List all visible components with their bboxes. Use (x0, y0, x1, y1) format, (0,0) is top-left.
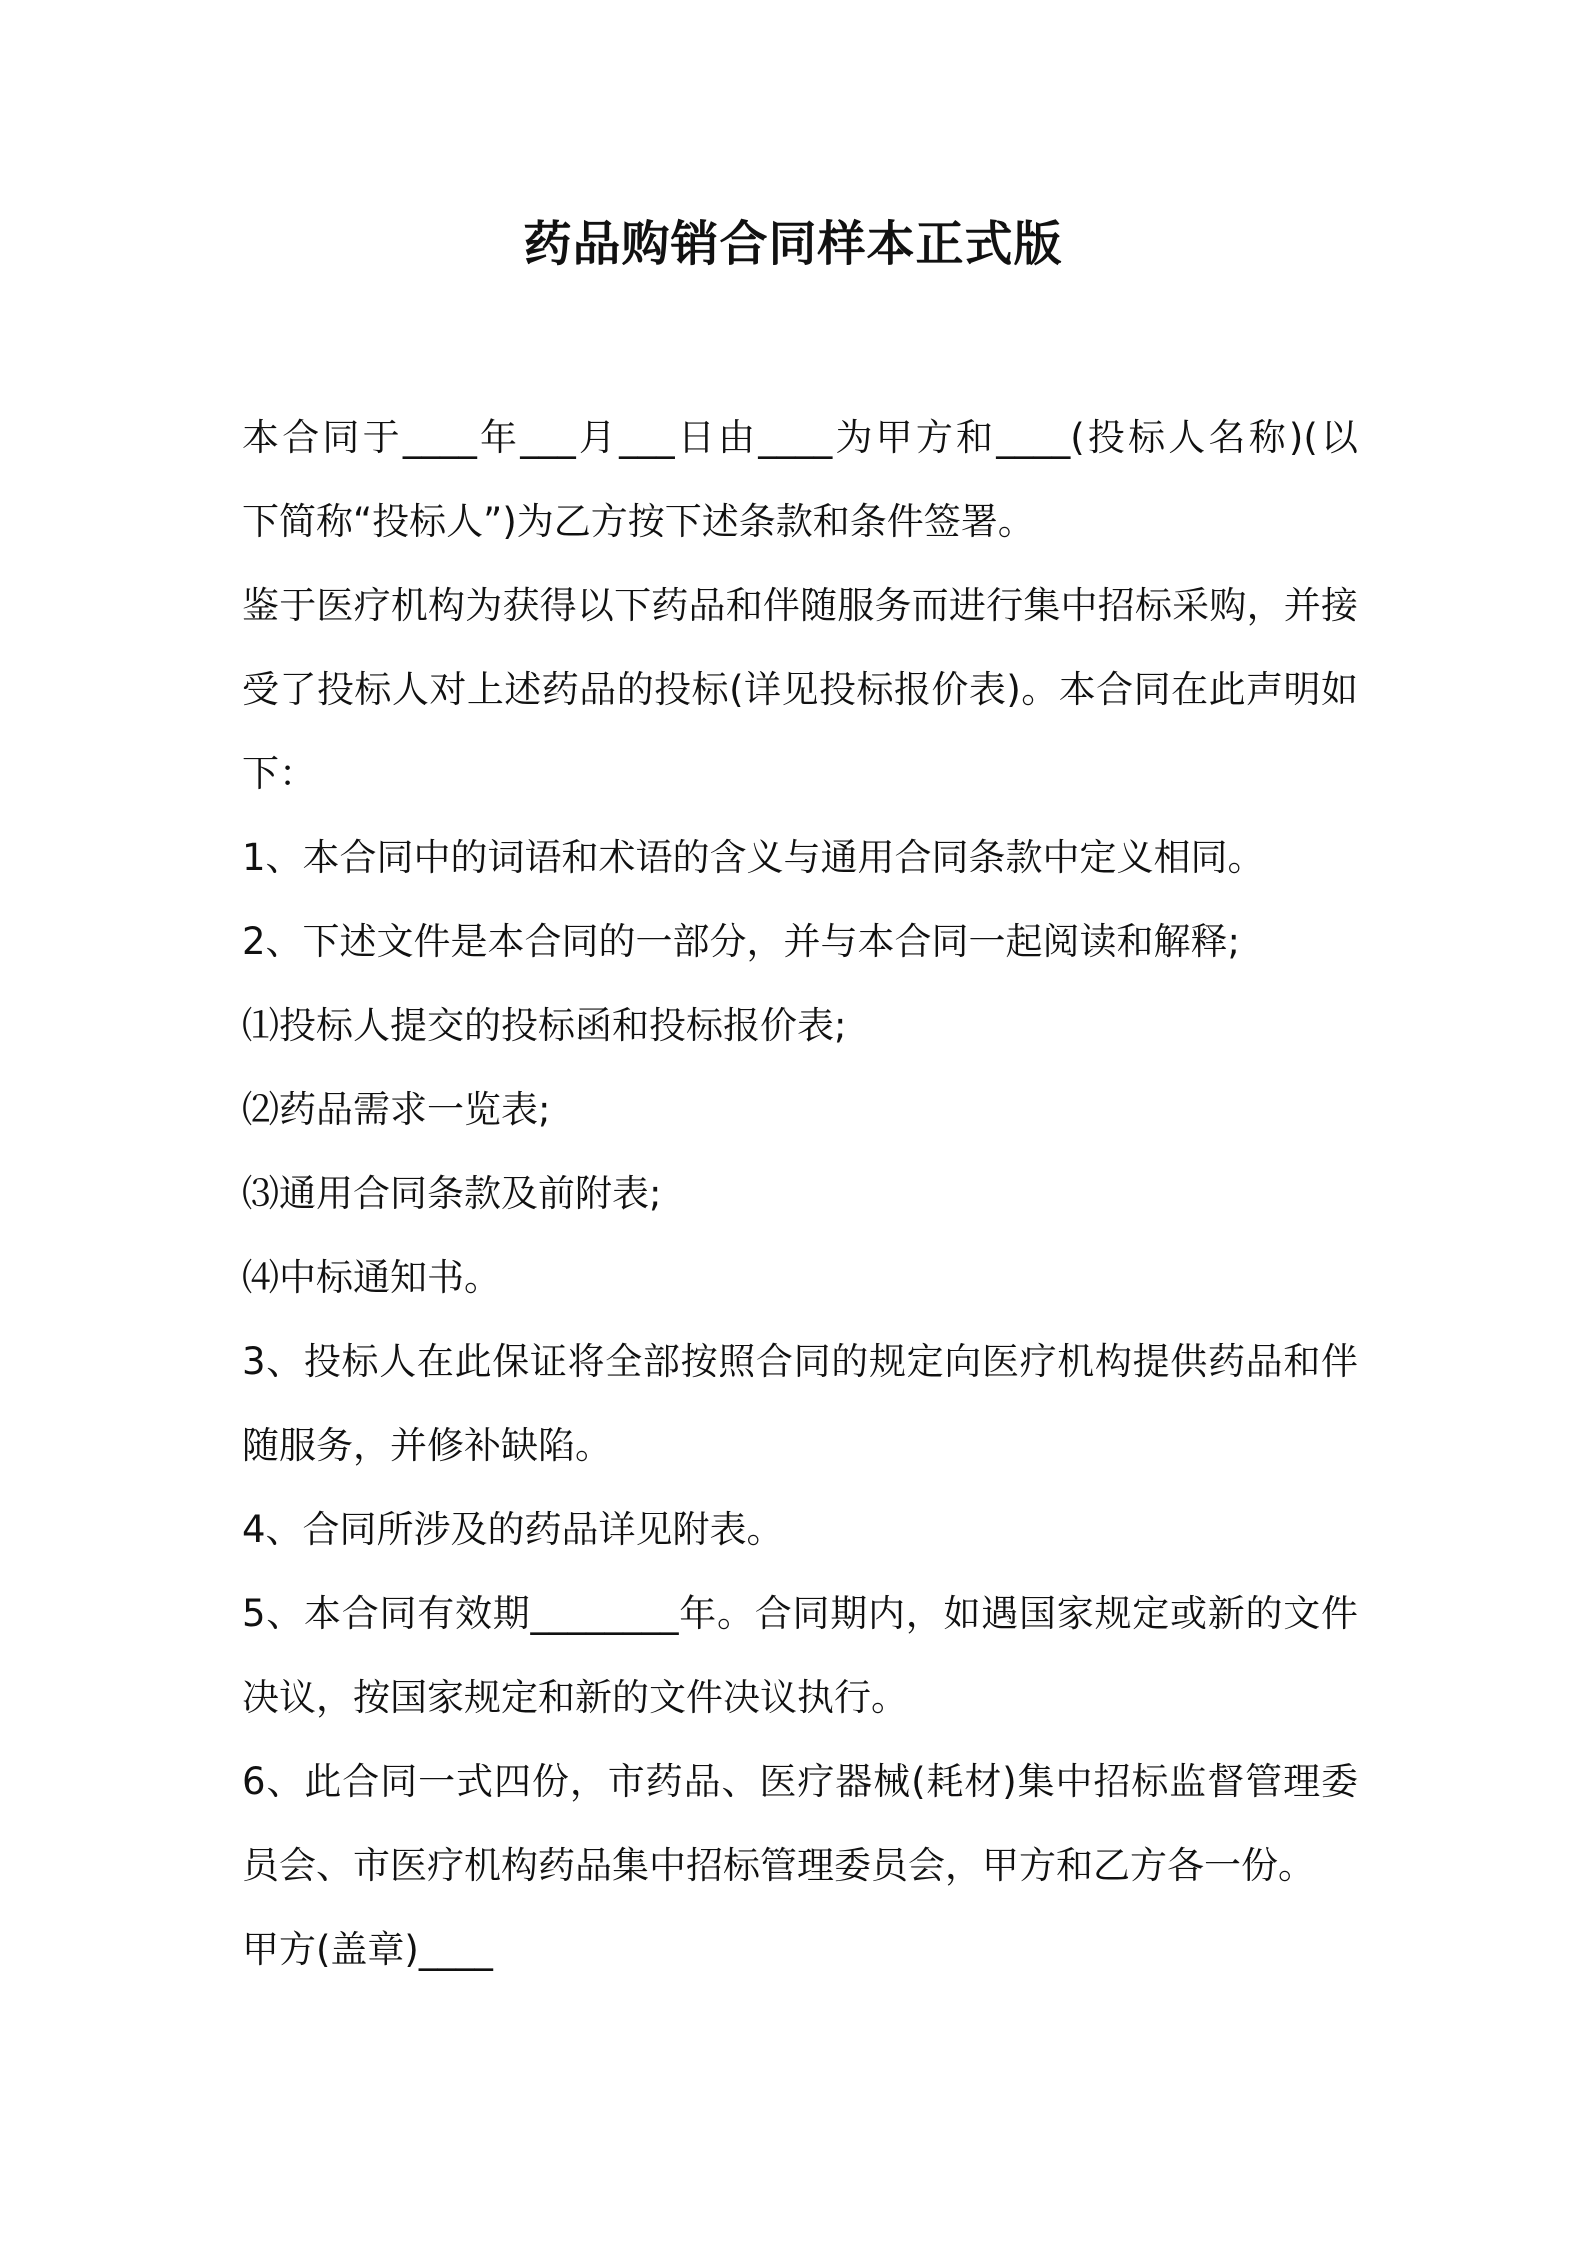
paragraph-line: 受了投标人对上述药品的投标(详见投标报价表)。本合同在此声明如 (242, 668, 1358, 711)
clause-line: 4、合同所涉及的药品详见附表。 (242, 1508, 784, 1551)
list-item: ⑶通用合同条款及前附表; (242, 1172, 662, 1215)
paragraph-line: 下简称“投标人”)为乙方按下述条款和条件签署。 (242, 500, 1035, 543)
document-body (242, 396, 1358, 1992)
clause-line: 员会、市医疗机构药品集中招标管理委员会，甲方和乙方各一份。 (242, 1844, 1315, 1887)
clause-line: 决议，按国家规定和新的文件决议执行。 (242, 1676, 908, 1719)
clause-line: 5、本合同有效期________年。合同期内，如遇国家规定或新的文件 (242, 1592, 1358, 1635)
clause-line: 2、下述文件是本合同的一部分，并与本合同一起阅读和解释; (242, 920, 1241, 963)
list-item: ⑷中标通知书。 (242, 1256, 501, 1299)
paragraph-line: 下： (242, 752, 316, 795)
clause-line: 随服务，并修补缺陷。 (242, 1424, 612, 1467)
document-title: 药品购销合同样本正式版 (523, 216, 1063, 272)
clause-line: 3、投标人在此保证将全部按照合同的规定向医疗机构提供药品和伴 (242, 1340, 1358, 1383)
clause-line: 1、本合同中的词语和术语的含义与通用合同条款中定义相同。 (242, 836, 1265, 879)
list-item: ⑴投标人提交的投标函和投标报价表; (242, 1004, 847, 1047)
paragraph-line: 本合同于____年___月___日由____为甲方和____(投标人名称)(以 (242, 416, 1358, 459)
list-item: ⑵药品需求一览表; (242, 1088, 551, 1131)
paragraph-line: 鉴于医疗机构为获得以下药品和伴随服务而进行集中招标采购，并接 (242, 584, 1358, 627)
signature-line: 甲方(盖章)____ (242, 1928, 493, 1971)
clause-line: 6、此合同一式四份，市药品、医疗器械(耗材)集中招标监督管理委 (242, 1760, 1358, 1803)
